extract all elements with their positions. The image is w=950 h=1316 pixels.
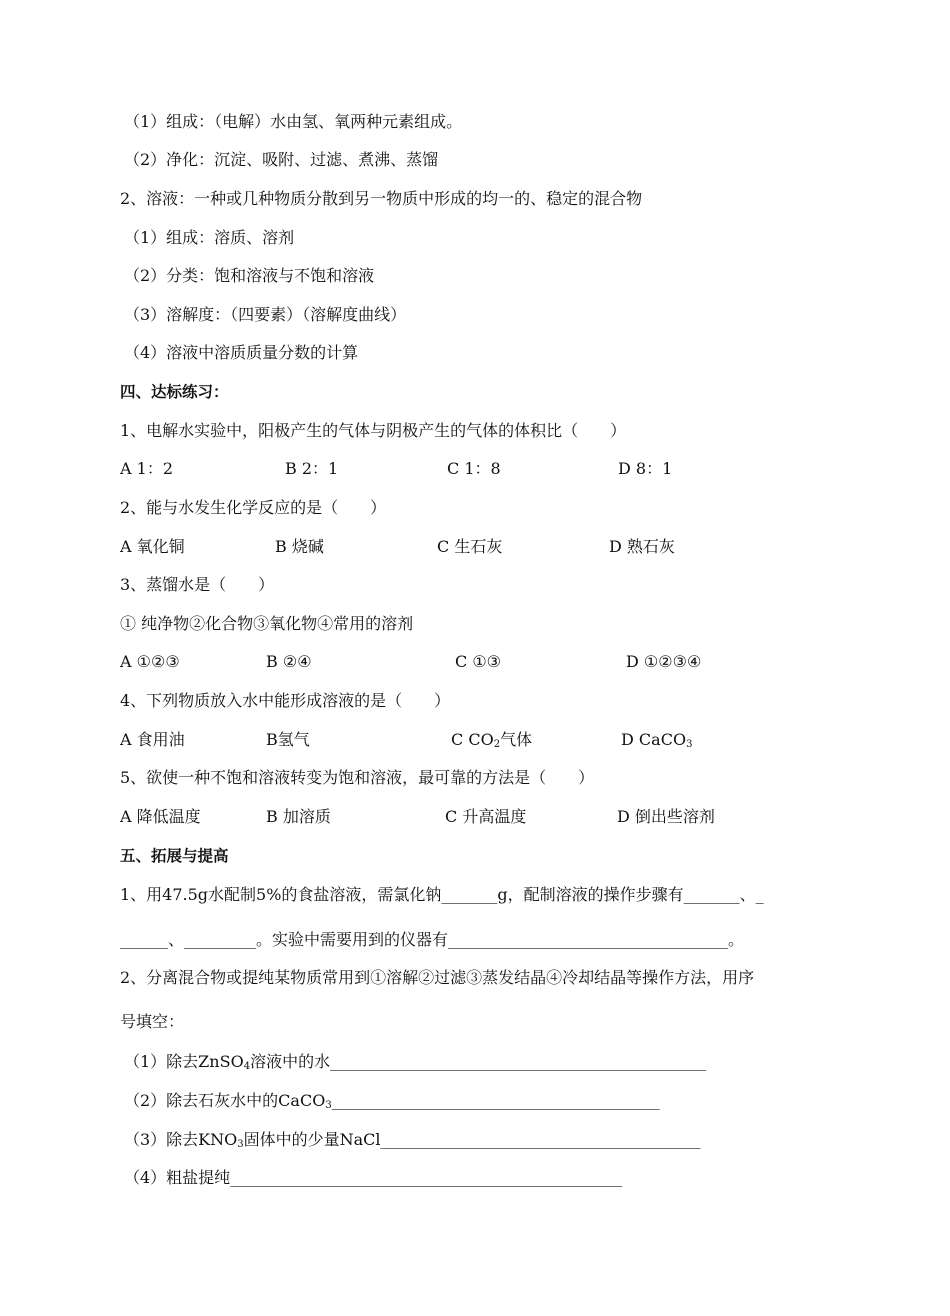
item-1-blank: 溶液中的水_______________________________________________	[250, 1052, 707, 1071]
section-heading-practice: 四、达标练习：	[120, 383, 229, 401]
q1-option-d: D 8：1	[618, 459, 673, 478]
q3-option-a: A ①②③	[120, 652, 180, 671]
item-2-subscript: 3	[325, 1100, 332, 1111]
ext-question-2-item-4: （4）粗盐提纯_________________________________________________	[124, 1168, 623, 1187]
ext-question-2-item-1	[124, 1051, 706, 1073]
question-4-options	[120, 729, 880, 751]
solution-classification: （2）分类：饱和溶液与不饱和溶液	[124, 266, 375, 285]
solution-solubility: （3）溶解度：（四要素）（溶解度曲线）	[124, 305, 407, 324]
item-3-blank: 固体中的少量NaCl________________________________________	[243, 1130, 701, 1149]
q4-option-c-subscript: 2	[493, 739, 501, 750]
q4-option-b: B氢气	[266, 730, 310, 749]
q2-option-b: B 烧碱	[275, 537, 324, 556]
q2-option-d: D 熟石灰	[609, 537, 675, 556]
question-4: 4、下列物质放入水中能形成溶液的是（ ）	[120, 691, 451, 710]
q4-option-d	[621, 729, 692, 751]
q4-option-a: A 食用油	[120, 730, 185, 749]
q5-option-d: D 倒出些溶剂	[617, 807, 715, 826]
water-purification: （2）净化：沉淀、吸附、过滤、煮沸、蒸馏	[124, 150, 439, 169]
q2-option-c: C 生石灰	[437, 537, 503, 556]
q1-option-b: B 2：1	[285, 459, 339, 478]
q3-option-d: D ①②③④	[626, 652, 702, 671]
ext-question-2-item-2	[124, 1090, 660, 1112]
q4-option-c-suffix: 气体	[500, 730, 533, 749]
q2-option-a: A 氧化铜	[120, 537, 185, 556]
q5-option-a: A 降低温度	[120, 807, 201, 826]
solution-definition: 2、溶液：一种或几种物质分散到另一物质中形成的均一的、稳定的混合物	[120, 189, 643, 208]
q5-option-c: C 升高温度	[445, 807, 527, 826]
item-2-blank: _________________________________________	[331, 1091, 660, 1110]
solution-composition: （1）组成：溶质、溶剂	[124, 228, 295, 247]
question-3-statements: ① 纯净物②化合物③氧化物④常用的溶剂	[120, 614, 414, 633]
q4-option-d-formula: D CaCO	[621, 730, 687, 749]
section-heading-extension: 五、拓展与提高	[120, 847, 229, 865]
ext-question-1-line-1: 1、用47.5g水配制5%的食盐溶液，需氯化钠_______g，配制溶液的操作步骤有_______、_	[120, 885, 764, 904]
q1-option-a: A 1：2	[120, 459, 174, 478]
item-2-text: （2）除去石灰水中的CaCO	[124, 1091, 326, 1110]
q3-option-b: B ②④	[266, 652, 312, 671]
question-2-options	[120, 536, 880, 558]
q4-option-d-subscript: 3	[686, 739, 693, 750]
ext-question-2-line-1: 2、分离混合物或提纯某物质常用到①溶解②过滤③蒸发结晶④冷却结晶等操作方法，用序	[120, 968, 755, 987]
question-5: 5、欲使一种不饱和溶液转变为饱和溶液，最可靠的方法是（ ）	[120, 768, 595, 787]
item-1-subscript: 4	[243, 1061, 251, 1072]
item-1-text: （1）除去ZnSO	[124, 1052, 244, 1071]
question-1: 1、电解水实验中，阳极产生的气体与阴极产生的气体的体积比（ ）	[120, 421, 627, 440]
item-3-subscript: 3	[237, 1139, 244, 1150]
q3-option-c: C ①③	[455, 652, 502, 671]
question-1-options	[120, 458, 880, 480]
question-3-options	[120, 651, 880, 673]
question-5-options	[120, 806, 880, 828]
ext-question-2-item-3	[124, 1129, 701, 1151]
q4-option-c	[451, 729, 532, 751]
question-2: 2、能与水发生化学反应的是（ ）	[120, 498, 387, 517]
solution-mass-fraction: （4）溶液中溶质质量分数的计算	[124, 343, 359, 362]
q5-option-b: B 加溶质	[266, 807, 331, 826]
q4-option-c-formula: C CO	[451, 730, 494, 749]
water-composition: （1）组成：（电解）水由氢、氧两种元素组成。	[124, 112, 463, 131]
ext-question-1-line-2: ______、_________。实验中需要用到的仪器有___________________________________。	[120, 930, 745, 949]
q1-option-c: C 1：8	[447, 459, 501, 478]
item-3-text: （3）除去KNO	[124, 1130, 238, 1149]
question-3: 3、蒸馏水是（ ）	[120, 575, 275, 594]
ext-question-2-line-2: 号填空：	[120, 1012, 185, 1031]
